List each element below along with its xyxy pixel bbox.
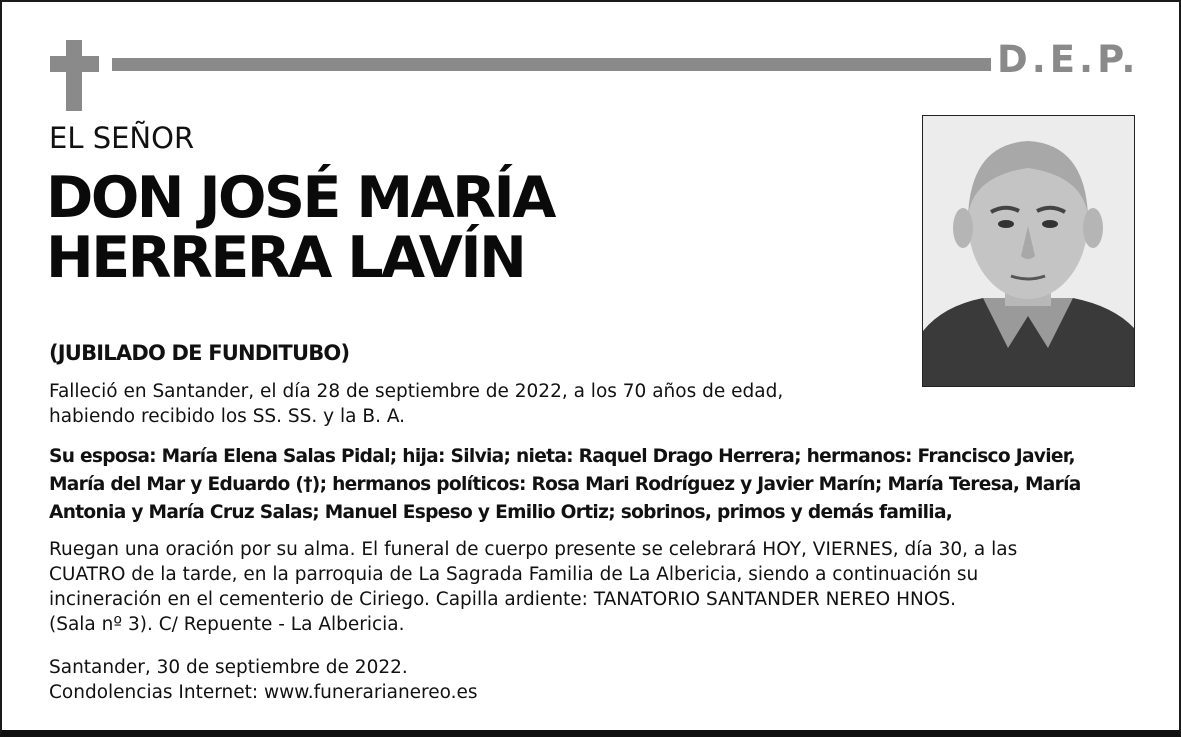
dep-label: D.E.P. xyxy=(997,38,1140,81)
funeral-paragraph xyxy=(49,537,1017,637)
condolences-link: Condolencias Internet: www.funerarianereo.es xyxy=(49,682,478,703)
text-line: Falleció en Santander, el día 28 de septiembre de 2022, a los 70 años de edad, xyxy=(49,381,784,402)
text-line: Ruegan una oración por su alma. El funeral de cuerpo presente se celebrará HOY, VIERNES, día 30, a las xyxy=(49,539,1018,560)
text-line: Antonia y María Cruz Salas; Manuel Espeso y Emilio Ortiz; sobrinos, primos y demás familia, xyxy=(49,502,953,523)
occupation: (JUBILADO DE FUNDITUBO) xyxy=(49,341,350,365)
deceased-name xyxy=(46,165,554,291)
portrait-photo-icon xyxy=(923,116,1134,386)
family-paragraph xyxy=(49,443,1081,527)
honorific: EL SEÑOR xyxy=(49,121,195,155)
header-rule xyxy=(112,58,991,71)
place-date: Santander, 30 de septiembre de 2022. xyxy=(49,657,408,678)
text-line: Su esposa: María Elena Salas Pidal; hija: Silvia; nieta: Raquel Drago Herrera; hermanos: Francisco Javier, xyxy=(49,446,1075,467)
portrait-photo xyxy=(922,115,1135,387)
text-line: habiendo recibido los SS. SS. y la B. A. xyxy=(49,406,406,427)
cross-horizontal-bar xyxy=(50,56,99,72)
text-line: María del Mar y Eduardo (†); hermanos políticos: Rosa Mari Rodríguez y Javier Marín; María Teresa, María xyxy=(49,474,1081,495)
name-line: DON JOSÉ MARÍA xyxy=(46,165,554,231)
text-line: incineración en el cementerio de Ciriego. Capilla ardiente: TANATORIO SANTANDER NEREO HNOS. xyxy=(49,589,957,610)
name-line: HERRERA LAVÍN xyxy=(46,225,525,291)
cross-vertical-bar xyxy=(66,40,82,111)
text-line: (Sala nº 3). C/ Repuente - La Albericia. xyxy=(49,614,405,635)
death-notice-paragraph xyxy=(49,379,783,429)
closing-paragraph xyxy=(49,655,478,705)
text-line: CUATRO de la tarde, en la parroquia de La Sagrada Familia de La Albericia, siendo a continuación su xyxy=(49,564,979,585)
